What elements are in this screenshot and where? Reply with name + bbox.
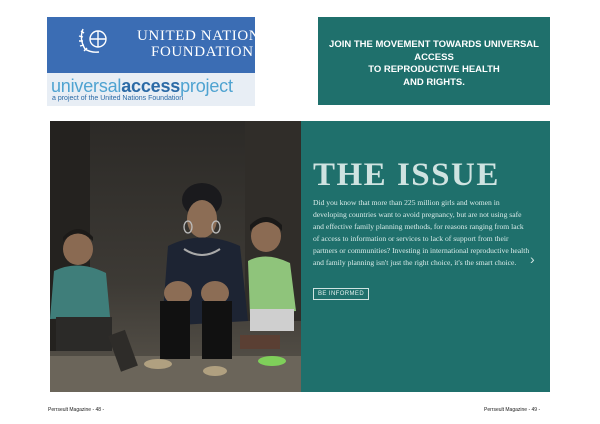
footer-left-page: Perrseult Magazine - 48 - bbox=[48, 407, 105, 413]
family-photo bbox=[50, 121, 301, 392]
issue-panel bbox=[301, 121, 550, 392]
logo-title-part-universal: universal bbox=[51, 76, 122, 96]
footer-right-page: Perrseult Magazine - 49 - bbox=[484, 407, 541, 413]
logo-line-united-nations: UNITED NATIONS bbox=[137, 28, 270, 44]
logo-subtitle: a project of the United Nations Foundation bbox=[52, 95, 184, 102]
family-photo-illustration bbox=[50, 121, 301, 392]
logo-project-title bbox=[51, 76, 233, 97]
issue-body-text: Did you know that more than 225 million girls and women in developing countries want to avoid pregnancy, but are not using safe and effective family planning methods, for reasons ranging from lack of access to information or services to lack of support from their partners or communities? Investing in international reproductive health and family planning isn't just the right choice, it's the smart choice. bbox=[313, 198, 530, 268]
laurel-wreath-icon bbox=[77, 25, 135, 55]
un-foundation-logo bbox=[47, 17, 270, 73]
banner-line-4: AND RIGHTS. bbox=[403, 76, 465, 88]
logo-line-foundation: FOUNDATION bbox=[151, 44, 254, 60]
universal-access-logo bbox=[47, 73, 255, 106]
logo-title-part-project: project bbox=[180, 76, 233, 96]
logo-title-part-access: access bbox=[121, 76, 181, 96]
join-movement-banner bbox=[318, 17, 550, 105]
issue-title: THE ISSUE bbox=[313, 157, 500, 193]
be-informed-button[interactable]: BE INFORMED bbox=[313, 288, 369, 300]
banner-line-1: JOIN THE MOVEMENT TOWARDS UNIVERSAL bbox=[329, 39, 539, 50]
chevron-right-icon[interactable]: › bbox=[530, 251, 535, 267]
banner-line-2: ACCESS bbox=[414, 51, 454, 63]
banner-line-3: TO REPRODUCTIVE HEALTH bbox=[368, 64, 500, 75]
